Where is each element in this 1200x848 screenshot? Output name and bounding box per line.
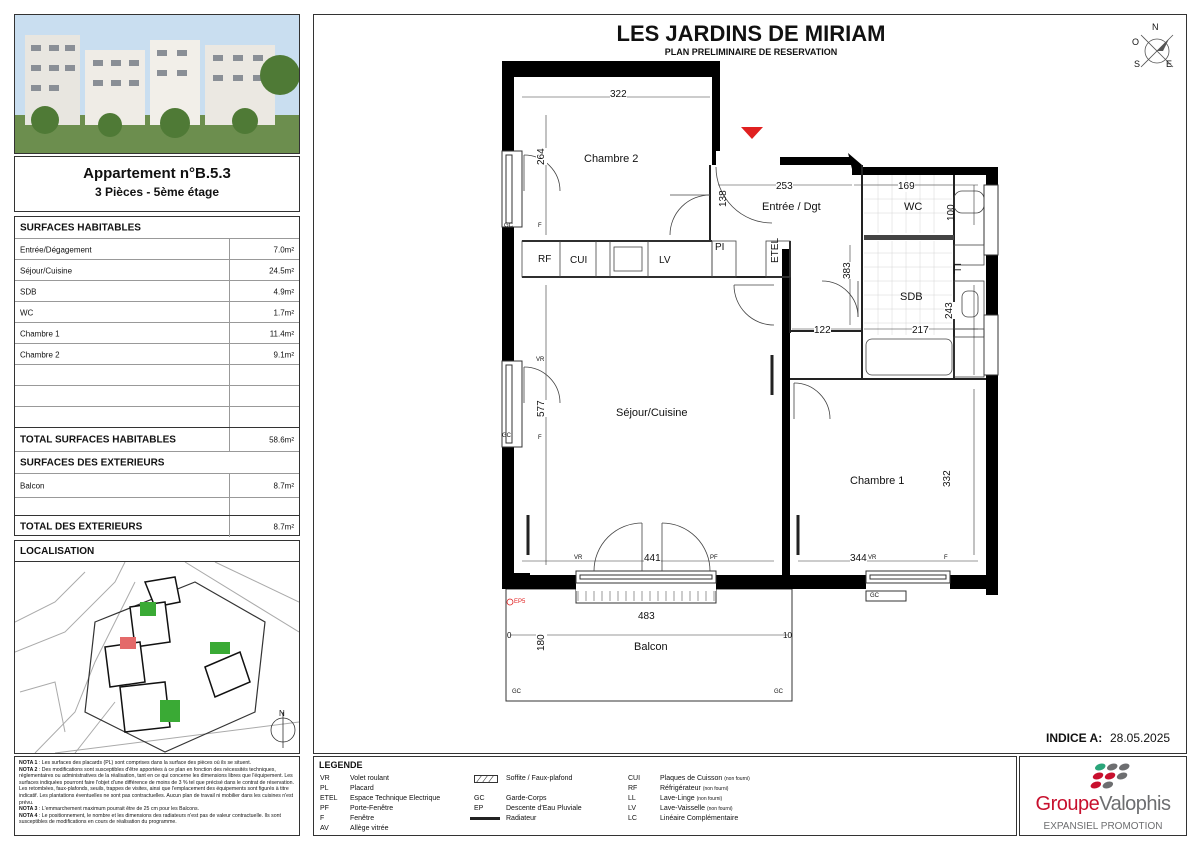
table-row: WC 1.7m² <box>15 301 299 323</box>
table-row: SDB 4.9m² <box>15 280 299 302</box>
empty-row <box>15 385 299 407</box>
table-row: Entrée/Dégagement 7.0m² <box>15 238 299 260</box>
entry-marker-icon <box>741 127 763 139</box>
notes-panel <box>14 756 300 836</box>
localisation-header: LOCALISATION <box>20 546 95 557</box>
radiator-icon <box>470 815 502 823</box>
table-row: Chambre 2 9.1m² <box>15 343 299 365</box>
apartment-title: Appartement n°B.5.3 <box>83 165 231 182</box>
floor-plan-drawing <box>314 15 1186 753</box>
fixture-lv: LV <box>659 255 671 266</box>
surfaces-table <box>14 216 300 536</box>
room-entree: Entrée / Dgt <box>762 201 821 213</box>
note-item: NOTA 2 : Des modifications sont susceptibles d'être apportées à ce plan en fonction des nécessités techniques, réglementaires ou administratives de la réalisation, tant en ce qui concerne les dimensions libres que l'équipement. Les surfaces indiquées pourront faire l'objet d'une différence de moins de 3 % tel que précisé dans le contrat de réservation. Les retombées, faux-plafonds, seuils, trappes de visites, ainsi que l'emplacement des équipements sont figurés à titre indicatif. Les plantations éventuelles ne sont pas contractuelles. Aucun plan de travail ni mobilier dans les cuisines n'est prévu. <box>19 766 294 806</box>
fixture-etel: ETEL <box>770 237 781 263</box>
table-row: Chambre 1 11.4m² <box>15 322 299 344</box>
floor-plan-panel: LES JARDINS DE MIRIAM PLAN PRELIMINAIRE DE RESERVATION N O S E Chambre 2 Entrée / Dgt WC SDB Séjour/Cuisine Chambre 1 Balcon RF CUI LV PI ETEL LL 322 264 253 169 138 100 383 243 122 217 577 332 441 344 483 180 0 10 GC F VR GC F VR PF VR F GC EP5 GC GC INDICE A: 28.05.2025 <box>313 14 1187 754</box>
note-item: NOTA 4 : Le positionnement, le nombre et les dimensions des radiateurs n'est pas de valeur contractuelle. Ils sont susceptibles de modifications en cours de réalisation du programme. <box>19 812 281 826</box>
logo-dots-icon <box>1076 759 1136 793</box>
soffit-hatch-icon <box>474 775 498 783</box>
logo-word-groupe: Groupe <box>1035 793 1100 815</box>
indice-date: 28.05.2025 <box>1110 731 1171 745</box>
total-habitables-row: TOTAL SURFACES HABITABLES 58.6m² <box>15 427 299 452</box>
fixture-pl: PI <box>715 242 725 253</box>
fixture-cui: CUI <box>570 255 588 266</box>
plan-title: LES JARDINS DE MIRIAM <box>616 21 886 46</box>
empty-row <box>15 406 299 428</box>
room-sejour: Séjour/Cuisine <box>616 407 688 419</box>
indice-label: INDICE A: <box>1046 731 1103 745</box>
empty-row <box>15 364 299 386</box>
plan-subtitle: PLAN PRELIMINAIRE DE RESERVATION <box>664 47 838 57</box>
legend-title: LEGENDE <box>319 760 363 770</box>
room-chambre-1: Chambre 1 <box>850 475 905 487</box>
apartment-subtitle: 3 Pièces - 5ème étage <box>94 185 220 199</box>
total-exterieurs-row: TOTAL DES EXTERIEURS 8.7m² <box>15 515 299 537</box>
fixture-rf: RF <box>538 254 552 265</box>
logo-subtitle: EXPANSIEL PROMOTION <box>1043 821 1163 832</box>
logo-word-valophis: Valophis <box>1099 793 1171 815</box>
surfaces-exterieurs-header: SURFACES DES EXTERIEURS <box>15 451 299 474</box>
site-map <box>15 562 299 753</box>
room-chambre-2: Chambre 2 <box>584 153 639 165</box>
company-logo <box>1019 756 1187 836</box>
note-item: NOTA 1 : Les surfaces des placards (PL) sont comprises dans la surface des pièces où ils se situent. <box>19 760 252 766</box>
empty-row <box>15 497 299 516</box>
localisation-panel <box>14 540 300 754</box>
room-wc: WC <box>904 201 923 213</box>
room-balcon: Balcon <box>634 641 668 653</box>
building-photo <box>14 14 300 154</box>
table-row: Séjour/Cuisine 24.5m² <box>15 259 299 281</box>
table-row: Balcon 8.7m² <box>15 473 299 498</box>
building-illustration <box>15 15 299 153</box>
room-sdb: SDB <box>900 291 923 303</box>
apartment-header <box>14 156 300 212</box>
note-item: NOTA 3 : L'emmarchement maximum pourrait être de 25 cm pour les Balcons. <box>19 806 200 813</box>
legend-panel: LEGENDE VR Volet roulant PL Placard ETEL Espace Technique Electrique PF Porte-Fenêtre F Fenêtre AV Allège vitrée Soffite / Faux-plafond GC Garde-Corps EP Descente d'Eau Pluviale Radiateur CUI Plaques de Cuisson (non fourni) RF Réfrigérateur (non fourni) LL Lave-Linge (non fourni) LV Lave-Vaisselle (non fourni) LC Linéaire Complémentaire <box>313 756 1017 836</box>
fixture-ll: LL <box>951 263 962 275</box>
surfaces-habitables-header: SURFACES HABITABLES <box>20 222 141 233</box>
north-label: N <box>279 709 285 718</box>
